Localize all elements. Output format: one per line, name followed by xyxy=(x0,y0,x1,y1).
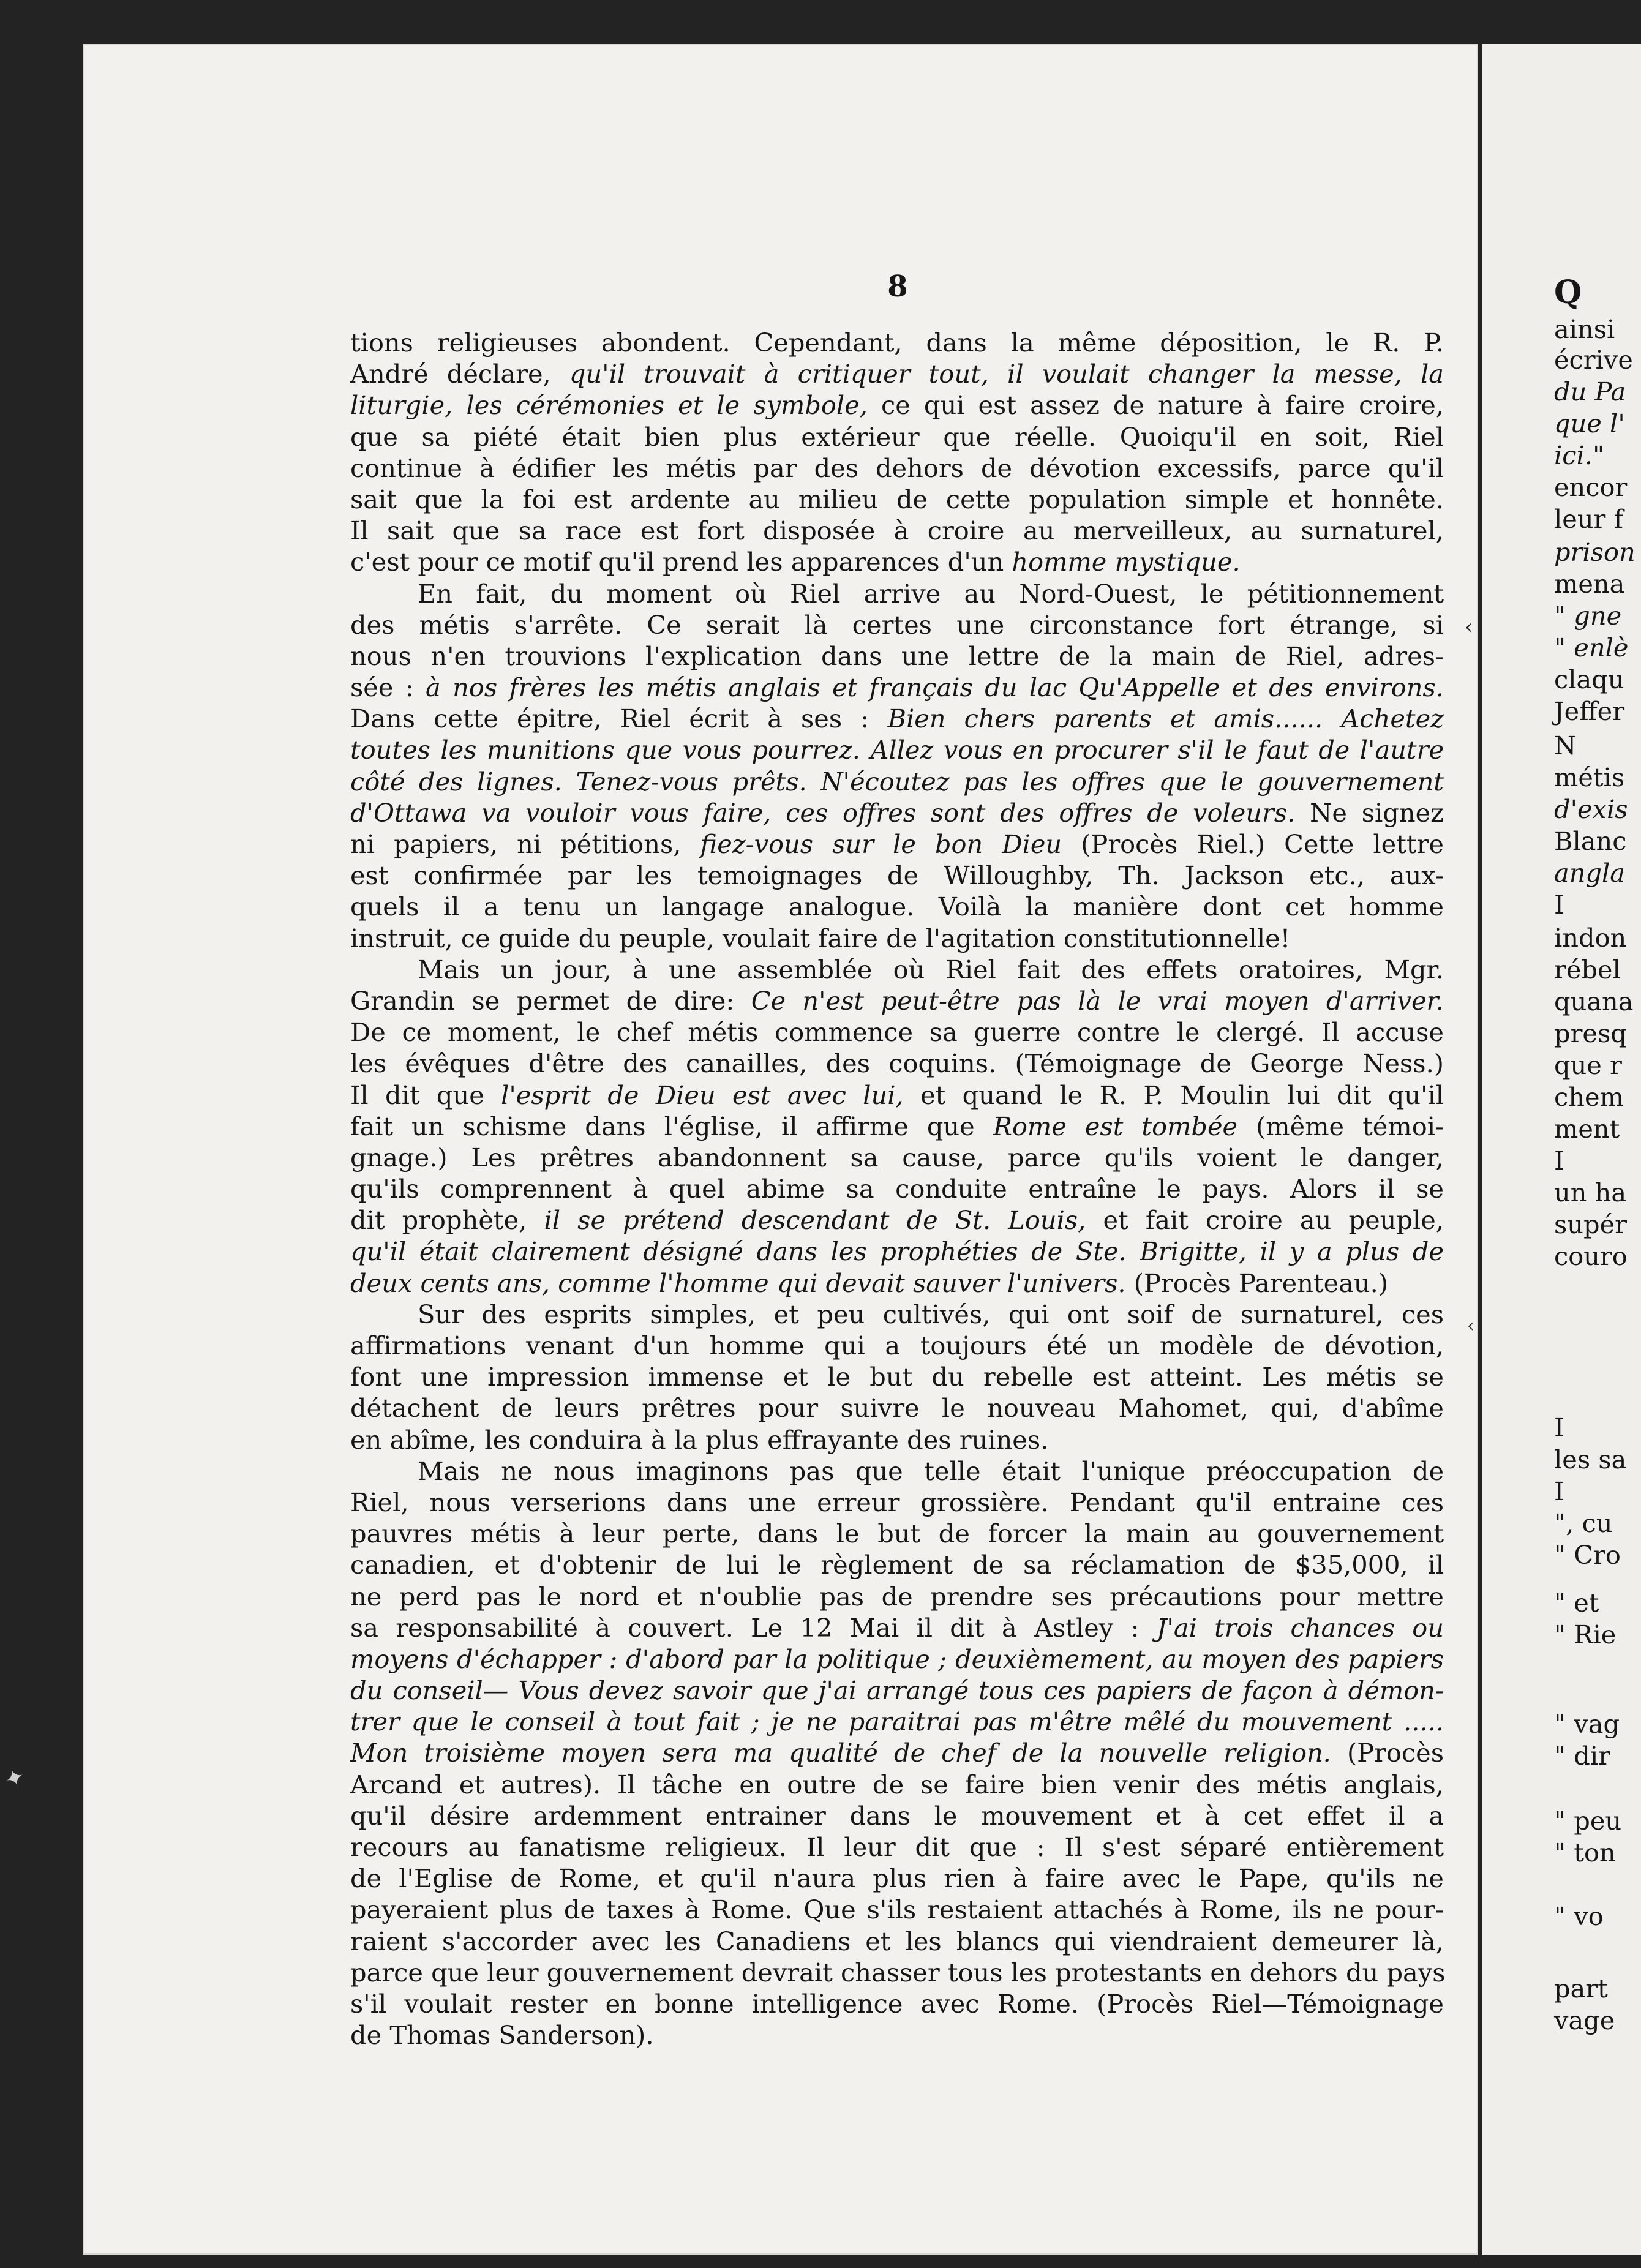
right-page-fragment: ainsi xyxy=(1554,314,1615,344)
right-page-fragment: ment xyxy=(1554,1114,1620,1144)
gutter-mark: ‹ xyxy=(1467,1315,1474,1337)
text-line: fait un schisme dans l'église, il affirme que Rome est tombée (même témoi- xyxy=(350,1111,1444,1141)
text-line: du conseil— Vous devez savoir que j'ai arrangé tous ces papiers de façon à démon- xyxy=(350,1675,1444,1706)
right-page-fragment: leur f xyxy=(1554,504,1623,534)
right-page-fragment: ", cu xyxy=(1554,1508,1613,1538)
text-line: les évêques d'être des canailles, des coquins. (Témoignage de George Ness.) xyxy=(350,1048,1444,1079)
right-page-fragment: indon xyxy=(1554,923,1627,953)
text-line: En fait, du moment où Riel arrive au Nord-Ouest, le pétitionnement xyxy=(418,578,1444,609)
text-line: Grandin se permet de dire: Ce n'est peut-être pas là le vrai moyen d'arriver. xyxy=(350,985,1444,1016)
right-page-fragment: métis xyxy=(1554,762,1625,792)
text-line: côté des lignes. Tenez-vous prêts. N'écoutez pas les offres que le gouvernement xyxy=(350,766,1444,797)
right-page-fragment: un ha xyxy=(1554,1177,1627,1207)
text-line: moyens d'échapper : d'abord par la politique ; deuxièmement, au moyen des papiers xyxy=(350,1643,1444,1674)
right-page-fragment: presq xyxy=(1554,1018,1627,1048)
text-line: deux cents ans, comme l'homme qui devait sauver l'univers. (Procès Parenteau.) xyxy=(350,1267,1389,1298)
right-page-fragment: d'exis xyxy=(1554,794,1628,824)
text-line: qu'ils comprennent à quel abime sa conduite entraîne le pays. Alors il se xyxy=(350,1174,1444,1204)
text-line: d'Ottawa va vouloir vous faire, ces offres sont des offres de voleurs. Ne signez xyxy=(350,797,1444,828)
right-page-fragment: I xyxy=(1554,1146,1564,1176)
text-line: des métis s'arrête. Ce serait là certes une circonstance fort étrange, si xyxy=(350,609,1444,640)
right-page-fragment: " vo xyxy=(1554,1901,1604,1931)
text-line: Il sait que sa race est fort disposée à croire au merveilleux, au surnaturel, xyxy=(350,516,1444,546)
text-line: trer que le conseil à tout fait ; je ne paraitrai pas m'être mêlé du mouvement ..... xyxy=(350,1707,1444,1737)
right-page-fragment: N xyxy=(1554,730,1577,760)
text-line: affirmations venant d'un homme qui a toujours été un modèle de dévotion, xyxy=(350,1331,1444,1361)
right-page-fragment: part xyxy=(1554,1973,1608,2003)
text-line: ne perd pas le nord et n'oublie pas de prendre ses précautions pour mettre xyxy=(350,1581,1444,1612)
text-line: font une impression immense et le but du rebelle est atteint. Les métis se xyxy=(350,1362,1444,1392)
right-page-fragment: prison xyxy=(1554,537,1635,567)
right-page-fragment: " gne xyxy=(1554,601,1622,631)
right-page-fragment: du Pa xyxy=(1554,377,1626,407)
right-page-fragment: " Rie xyxy=(1554,1620,1617,1650)
text-line: de Thomas Sanderson). xyxy=(350,2020,654,2051)
text-line: instruit, ce guide du peuple, voulait faire de l'agitation constitutionnelle! xyxy=(350,923,1291,953)
text-line: s'il voulait rester en bonne intelligence avec Rome. (Procès Riel—Témoignage xyxy=(350,1988,1444,2019)
text-line: continue à édifier les métis par des dehors de dévotion excessifs, parce qu'il xyxy=(350,452,1444,483)
text-line: Dans cette épitre, Riel écrit à ses : Bien chers parents et amis...... Achetez xyxy=(350,704,1444,734)
text-line: sée : à nos frères les métis anglais et français du lac Qu'Appelle et des environs. xyxy=(350,672,1444,703)
text-line: est confirmée par les temoignages de Willoughby, Th. Jackson etc., aux- xyxy=(350,860,1444,891)
gutter-mark: ‹ xyxy=(1465,615,1473,639)
right-page-fragment: " dir xyxy=(1554,1741,1610,1771)
right-page-fragment: encor xyxy=(1554,472,1628,502)
right-page-fragment: " enlè xyxy=(1554,633,1629,663)
text-line: André déclare, qu'il trouvait à critiquer tout, il voulait changer la messe, la xyxy=(350,359,1444,389)
text-line: que sa piété était bien plus extérieur que réelle. Quoiqu'il en soit, Riel xyxy=(350,421,1444,452)
text-line: détachent de leurs prêtres pour suivre le nouveau Mahomet, qui, d'abîme xyxy=(350,1393,1444,1424)
right-page-fragment: Q xyxy=(1554,274,1582,311)
text-line: ni papiers, ni pétitions, fiez-vous sur le bon Dieu (Procès Riel.) Cette lettre xyxy=(350,829,1444,859)
text-line: liturgie, les cérémonies et le symbole, ce qui est assez de nature à faire croire, xyxy=(350,390,1444,421)
text-line: Arcand et autres). Il tâche en outre de se faire bien venir des métis anglais, xyxy=(350,1769,1444,1800)
text-line: c'est pour ce motif qu'il prend les apparences d'un homme mystique. xyxy=(350,547,1241,577)
right-page-fragment: chem xyxy=(1554,1082,1624,1112)
right-page-fragment: " peu xyxy=(1554,1806,1622,1836)
right-page-fragment: angla xyxy=(1554,858,1626,888)
text-line: nous n'en trouvions l'explication dans une lettre de la main de Riel, adres- xyxy=(350,640,1444,671)
text-line: parce que leur gouvernement devrait chasser tous les protestants en dehors du pays xyxy=(350,1957,1446,1988)
text-line: en abîme, les conduira à la plus effrayante des ruines. xyxy=(350,1424,1049,1455)
right-page-fragment: rébel xyxy=(1554,955,1621,985)
right-page-fragment: couro xyxy=(1554,1241,1628,1271)
text-line: qu'il était clairement désigné dans les prophéties de Ste. Brigitte, il y a plus de xyxy=(350,1236,1444,1267)
right-page-fragment: " ton xyxy=(1554,1838,1616,1868)
right-page-fragment: claqu xyxy=(1554,664,1624,694)
right-page-fragment: supér xyxy=(1554,1209,1627,1239)
right-page-fragment: mena xyxy=(1554,569,1625,599)
text-line: canadien, et d'obtenir de lui le règlement de sa réclamation de $35,000, il xyxy=(350,1550,1444,1580)
right-page-fragment: que r xyxy=(1554,1050,1622,1080)
text-line: payeraient plus de taxes à Rome. Que s'ils restaient attachés à Rome, ils ne pour- xyxy=(350,1894,1444,1925)
text-line: qu'il désire ardemment entrainer dans le mouvement et à cet effet il a xyxy=(350,1800,1444,1831)
right-page-fragment: vage xyxy=(1554,2005,1615,2035)
text-line: de l'Eglise de Rome, et qu'il n'aura plus rien à faire avec le Pape, qu'ils ne xyxy=(350,1863,1444,1894)
right-page-fragment: les sa xyxy=(1554,1444,1627,1474)
right-page-fragment: " Cro xyxy=(1554,1540,1621,1570)
page-number: 8 xyxy=(887,269,908,304)
text-line: Mon troisième moyen sera ma qualité de chef de la nouvelle religion. (Procès xyxy=(350,1738,1444,1768)
right-page-fragment: que l' xyxy=(1554,408,1625,438)
right-page-edge xyxy=(1482,44,1641,2255)
text-line: Sur des esprits simples, et peu cultivés, qui ont soif de surnaturel, ces xyxy=(418,1299,1444,1329)
right-page-fragment: " vag xyxy=(1554,1709,1620,1739)
right-page-fragment: quana xyxy=(1554,986,1634,1016)
text-line: dit prophète, il se prétend descendant de St. Louis, et fait croire au peuple, xyxy=(350,1205,1444,1236)
right-page-fragment: Jeffer xyxy=(1554,696,1625,726)
text-line: pauvres métis à leur perte, dans le but de forcer la main au gouvernement xyxy=(350,1519,1444,1549)
text-line: Riel, nous verserions dans une erreur grossière. Pendant qu'il entraine ces xyxy=(350,1487,1444,1517)
right-page-fragment: écrive xyxy=(1554,345,1633,375)
text-line: sa responsabilité à couvert. Le 12 Mai il dit à Astley : J'ai trois chances ou xyxy=(350,1612,1444,1643)
left-page xyxy=(83,44,1478,2255)
text-line: Il dit que l'esprit de Dieu est avec lui, et quand le R. P. Moulin lui dit qu'il xyxy=(350,1080,1444,1110)
text-line: Mais un jour, à une assemblée où Riel fait des effets oratoires, Mgr. xyxy=(418,954,1444,985)
text-line: raient s'accorder avec les Canadiens et les blancs qui viendraient demeurer là, xyxy=(350,1926,1444,1956)
scan-edge-mark: ✦ xyxy=(1,1762,29,1795)
text-line: toutes les munitions que vous pourrez. Allez vous en procurer s'il le faut de l'autre xyxy=(350,735,1444,765)
body-text xyxy=(350,327,1444,2051)
text-line: quels il a tenu un langage analogue. Voilà la manière dont cet homme xyxy=(350,892,1444,922)
right-page-fragment: I xyxy=(1554,1413,1564,1443)
text-line: De ce moment, le chef métis commence sa guerre contre le clergé. Il accuse xyxy=(350,1017,1444,1048)
text-line: recours au fanatisme religieux. Il leur dit que : Il s'est séparé entièrement xyxy=(350,1832,1444,1862)
text-line: Mais ne nous imaginons pas que telle était l'unique préoccupation de xyxy=(418,1455,1444,1486)
text-line: gnage.) Les prêtres abandonnent sa cause, parce qu'ils voient le danger, xyxy=(350,1142,1444,1173)
text-line: sait que la foi est ardente au milieu de cette population simple et honnête. xyxy=(350,484,1444,514)
text-line: tions religieuses abondent. Cependant, dans la même déposition, le R. P. xyxy=(350,328,1444,358)
right-page-fragment: I xyxy=(1554,890,1564,920)
right-page-fragment: " et xyxy=(1554,1588,1599,1618)
right-page-fragment: ici." xyxy=(1554,440,1605,470)
right-page-fragment: I xyxy=(1554,1476,1564,1506)
right-page-fragment: Blanc xyxy=(1554,826,1627,856)
